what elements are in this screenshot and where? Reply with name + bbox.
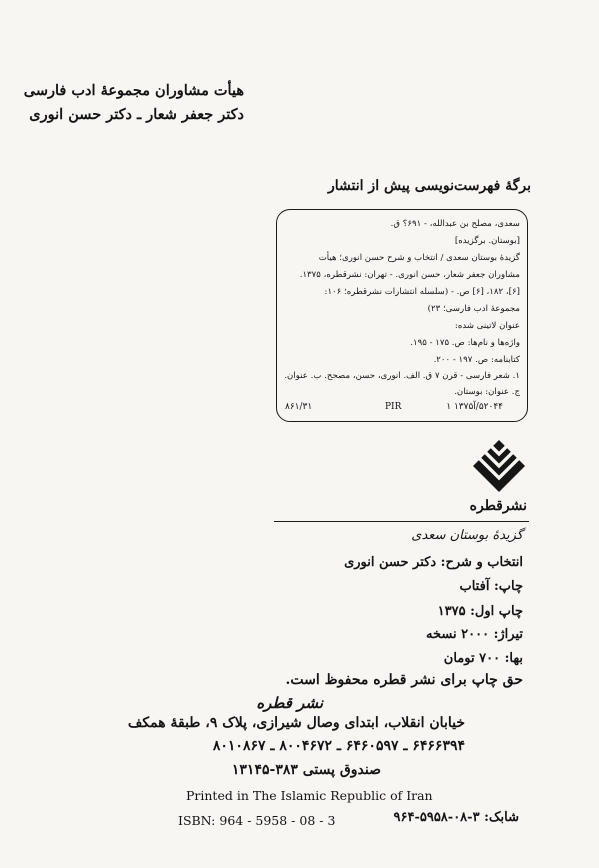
isbn-persian: شابک: ۳-۰۸-۵۹۵۸-۹۶۴ <box>393 810 519 825</box>
first-edition: چاپ اول: ۱۳۷۵ <box>437 604 523 619</box>
cip-line: [بوستان. برگزیده] <box>454 236 520 246</box>
cip-line: گزیدهٔ بوستان سعدی / انتخاب و شرح حسن انوری؛ هیأت <box>318 253 520 263</box>
cip-line: کتابنامه: ص. ۱۹۷ - ۲۰۰. <box>433 355 520 365</box>
cip-line: مجموعهٔ ادب فارسی؛ ۲۳) <box>427 304 520 314</box>
cip-line: ۱. شعر فارسی - قرن ۷ ق. الف. انوری، حسن، مصحح. ب. عنوان. <box>284 371 520 381</box>
cip-lc-number: ۵۲۰۴۴/آ۱۳۷۵ ۱ <box>446 402 503 412</box>
printed-in-notice: Printed in The Islamic Republic of Iran <box>186 788 433 803</box>
cip-record-box <box>276 209 528 422</box>
copyright-notice: حق چاپ برای نشر قطره محفوظ است. <box>285 672 523 688</box>
publisher-name-logo: نشرقطره <box>469 498 527 514</box>
print-run: تیراژ: ۲۰۰۰ نسخه <box>426 627 523 642</box>
cip-line: عنوان لاتینی شده: <box>454 321 520 331</box>
publisher-name: نشر قطره <box>256 694 323 712</box>
book-title: گزیدهٔ بوستان سعدی <box>411 528 523 543</box>
divider-rule <box>274 521 529 522</box>
book-author: انتخاب و شرح: دکتر حسن انوری <box>344 555 523 570</box>
cip-heading: برگۀ فهرست‌نویسی پیش از انتشار <box>328 178 531 194</box>
publisher-pobox: صندوق پستی ۳۸۳-۱۳۱۴۵ <box>231 762 381 778</box>
cip-line: سعدی، مصلح بن عبدالله، - ۶۹۱؟ ق. <box>390 219 520 229</box>
cip-classification <box>277 402 527 416</box>
publisher-phones: ۶۴۶۶۳۹۴ ـ ۶۴۶۰۵۹۷ ـ ۸۰۰۴۶۷۲ ـ ۸۰۱۰۸۶۷ <box>212 738 465 754</box>
isbn-latin: ISBN: 964 - 5958 - 08 - 3 <box>178 813 336 828</box>
publisher-logo <box>471 438 527 498</box>
publisher-address: خیابان انقلاب، ابتدای وصال شیرازی، پلاک ۹، طبقهٔ همکف <box>127 715 465 731</box>
price: بها: ۷۰۰ تومان <box>443 651 523 666</box>
cip-line: [۶]، ۱۸۲، [۶] ص. - (سلسله انتشارات نشرقطره؛ ۱۰۶: <box>324 287 520 297</box>
cip-lc-prefix: PIR <box>385 402 402 412</box>
cip-line: مشاوران جعفر شعار، حسن انوری. - تهران: نشرقطره، ۱۳۷۵. <box>299 270 520 280</box>
cip-line: واژه‌ها و نام‌ها: ص. ۱۷۵ - ۱۹۵. <box>410 338 520 348</box>
cip-dewey-number: ۸۶۱/۳۱ <box>285 402 313 412</box>
advisory-board-heading: هیأت مشاوران مجموعۀ ادب فارسی <box>23 82 244 99</box>
printing-house: چاپ: آفتاب <box>459 579 523 594</box>
advisory-board-members: دکتر جعفر شعار ـ دکتر حسن انوری <box>29 106 244 123</box>
cip-line: ج. عنوان: بوستان. <box>454 387 520 397</box>
